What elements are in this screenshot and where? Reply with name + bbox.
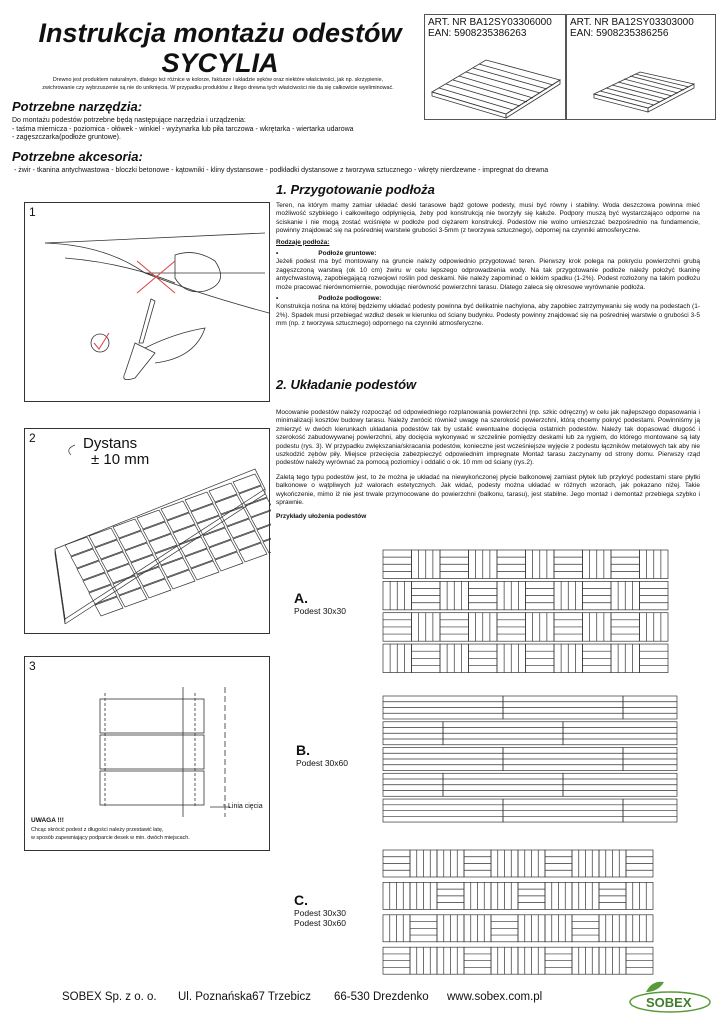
deck-tile [65,537,93,556]
pattern-c-size-1: Podest 30x30 [294,908,346,918]
decking-layout-illustration [25,429,271,635]
figure-panel-1 [24,202,270,402]
accessories-list: - żwir - tkanina antychwastowa - bloczki betonowe - kątowniki - kliny dystansowe - podkładki dystansowe z tworzywa sztucznego - wkręty nierdzewne - impregnat do drewna [14,167,549,174]
deck-tile [113,576,141,595]
deck-tile [143,579,171,598]
deck-tile [83,573,111,592]
deck-tile [167,570,195,589]
deck-tile [215,552,243,571]
deck-tile [119,531,147,550]
section1-paragraph: Teren, na którym mamy zamiar układać deski tarasowe bądź gotowe podesty, musi być równy i stabilny. Woda deszczowa powinna mieć możliwość szybkiego i całkowitego odpłynięcia, żeby pod konstrukcją nie tworzyły się kałuże. Podpory muszą być wystarczająco odporne na ściskanie i nie mogą zostać wciśnięte w podłoże pod ciężarem konstrukcji. Podestów nie wolno umieszczać bezpośrednio na fundamencie, powinny znajdować się na pośredniej warstwie grubości 3-5mm (z tworzywa sztucznego), odpornej na czynniki atmosferyczne. [276,202,700,235]
section2-paragraph-2: Zaletą tego typu podestów jest, to że można je układać na niewykończonej płycie balkonowej zamiast płytek lub przykryć podestami stare płytki balkonowe o wątpliwych już walorach estetycznych. Jak widać, podesty można układać w różnych wzorach, jak pokazano niżej. Takie wykończenie, mimo iż nie jest trwale przymocowane do powierzchni (balkonu, tarasu), jest stabilne. Jego montaż i demontaż przebiega szybko i sprawnie. [276,473,700,507]
ground-text: Jeżeli podest ma być montowany na gruncie należy odpowiednio przygotować teren. Pierwszy krok polega na pokryciu powierzchni grubą zagęszczoną warstwą (ok 10 cm) żwiru w celu lepszego odprowadzenia wody. Na tak przygotowanie podłoże należy położyć tkaninę antychwastową, zapobiegającą rozwojowi roślin pod deskami. Nie należy zapominać o lekkim spadku (1-2%). Podest rozłożony na takim podłożu może pracować nierównomiernie, powodując nierówność powierzchni tarasu. Dlatego zaleca się okresowe wyrównanie podłoża. [276,258,700,291]
tools-line-1: Do montażu podestów potrzebne będą następujące narzędzia i urządzenia: [12,117,246,124]
ean-2: EAN: 5908235386256 [570,28,669,39]
pattern-a-grid [380,544,680,682]
pattern-b-letter: B. [296,742,310,758]
accessories-heading: Potrzebne akcesoria: [12,149,143,164]
deck-tile [239,543,267,562]
deck-tile [77,561,105,580]
deck-tile [113,519,141,538]
distance-tolerance: ± 10 mm [91,451,150,468]
panel-number-1: 1 [29,205,36,219]
tools-heading: Potrzebne narzędzia: [12,99,143,114]
substrate-types-label: Rodzaje podłoża: [276,238,330,246]
deck-tile [185,549,213,568]
footer-street: Ul. Poznańska67 Trzebicz [178,991,311,1003]
title-line-2: SYCYLIA [161,48,279,78]
section1-text [276,202,700,329]
tools-list [12,117,432,143]
deck-tile [191,561,219,580]
deck-tile [101,552,129,571]
document-title [30,18,410,78]
deck-tile [185,492,213,511]
deck-tile [203,528,231,547]
sobex-logo [624,978,716,1016]
section2-paragraph-1: Mocowanie podestów należy rozpocząć od odpowiedniego rozplanowania powierzchni (np. szkic odręczny) w celu jak najlepszego dopasowania i minimalizacji kosztów budowy tarasu. Należy zwrócić również uwagę na szerokość powierzchni, którą chcemy pokryć podestami. Powinniśmy ją zmierzyć w dwóch kierunkach układania podestów tak by ustalić ewentualne docięcia ostatnich podestów. Należy tak dopasować długość i szerokość zabudowywanej powierzchni, aby docięcia wykonywać w szczelinie pomiędzy deskami lub za rygiem, do którego montowane są łaty podestu (rys. 3). W przypadku zwiększania/skracania podestów, konieczne jest wcześniejsze wyjęcie z podestu łączników metalowych tak aby nie uszkodzić zębów piły. Miejsce przecięcia zabezpieczyć odpowiednim impregnate Montaż tarasu zaczynamy od strony domu. Pierwszy rząd podestów należy wyrównać za pomocą poziomicy i oddalić o ok. 10 mm od ściany (rys.2). [276,409,700,467]
slab-title: Podłoże podłogowe: [318,295,382,303]
figure-panel-2 [24,428,270,634]
deck-tile [245,498,271,517]
pattern-c-letter: C. [294,892,308,908]
ground-title: Podłoże gruntowe: [318,250,377,258]
warning-title: UWAGA !!! [31,817,64,824]
deck-tile [143,522,171,541]
footer-company: SOBEX Sp. z o. o. [62,991,157,1003]
deck-tile [233,474,261,493]
deck-tile [155,546,183,565]
deck-tile [71,549,99,568]
deck-tile [227,519,255,538]
deck-tile [161,558,189,577]
bullet-icon: • [276,295,279,303]
pattern-c-size-2: Podest 30x60 [294,918,346,928]
tools-line-3: - zagęszczarka(podłoże gruntowe). [12,134,121,141]
deck-tile [197,516,225,535]
deck-tile [89,528,117,547]
footer-website[interactable]: www.sobex.com.pl [447,991,543,1003]
pattern-c-grid [380,846,680,984]
section2-heading: 2. Układanie podestów [276,377,417,392]
bullet-icon: • [276,250,279,258]
deck-tile [233,531,261,550]
product-sketch-30x60 [426,40,566,120]
intro-line-1: Drewno jest produktem naturalnym, dlatego też różnice w kolorze, fakturze i układzie sęków oraz niektóre właściwości, jak np. skrzypienie, [52,77,384,83]
cut-line-label: Linia cięcia [228,803,263,810]
pattern-c-label [294,892,346,928]
deck-tile [263,534,271,553]
product-sketch-30x30 [590,58,700,118]
warning-line-1: Chcąc skrócić podest z długości należy przestawić łatę, [31,827,164,833]
examples-label: Przykłady ułożenia podestów [276,513,367,521]
deck-tile [209,540,237,559]
tools-line-2: - taśma miernicza - poziomica - ołówek - winkiel - wyżynarka lub piła tarczowa - wkrętarka - wiertarka udarowa [12,125,354,133]
deck-tile [95,540,123,559]
panel-number-2: 2 [29,431,36,445]
deck-tile [161,501,189,520]
pattern-a-size: Podest 30x30 [294,606,346,616]
title-line-1: Instrukcja montażu odestów [38,18,402,48]
article-number-2: ART. NR BA12SY03303000 [570,17,694,28]
distance-label: Dystans [83,435,138,452]
deck-tile [125,543,153,562]
section1-heading: 1. Przygotowanie podłoża [276,182,435,197]
deck-tile [107,564,135,583]
pattern-b-grid [380,690,680,828]
deck-tile [131,555,159,574]
section2-text [276,409,700,522]
footer-city: 66-530 Drezdenko [334,991,429,1003]
intro-note [6,76,430,92]
deck-tile [119,588,147,607]
ean-1: EAN: 5908235386263 [428,28,527,39]
pattern-b-label [296,742,348,768]
pattern-a-letter: A. [294,590,308,606]
figure-panel-3 [24,656,270,851]
deck-tile [191,504,219,523]
warning-line-2: w sposób zapewniający podparcie desek w min. dwóch miejscach. [31,835,190,841]
panel-number-3: 3 [29,659,36,673]
deck-tile [173,525,201,544]
pattern-b-size: Podest 30x60 [296,758,348,768]
article-number-1: ART. NR BA12SY03306000 [428,17,552,28]
slab-text: Konstrukcja nośna na której będziemy układać podesty powinna być delikatnie nachylona, aby zapobiec zatrzymywaniu się wody na podestach (1-2%). Spadek musi przebiegać wzdłuż desek w kierunku od ściany budynku. Podesty powinny znajdować się na pośredniej warstwie o grubości 3-5 mm (np. z tworzywa sztucznego) odpornego na czynniki atmosferyczne. [276,303,700,328]
intro-line-2: zwichrowanie czy wybrzuszenie są nie do uniknięcia. W przypadku produktów z litego drewna tych właściwości nie da się całkowicie wyeliminować. [42,85,394,91]
logo-text: SOBEX [646,995,692,1010]
deck-tile [95,597,123,616]
deck-tile [167,513,195,532]
pattern-a-label [294,590,346,616]
deck-tile [149,534,177,553]
deck-tile [221,507,249,526]
deck-tile [179,537,207,556]
ground-preparation-illustration [25,203,271,403]
deck-tile [137,510,165,529]
